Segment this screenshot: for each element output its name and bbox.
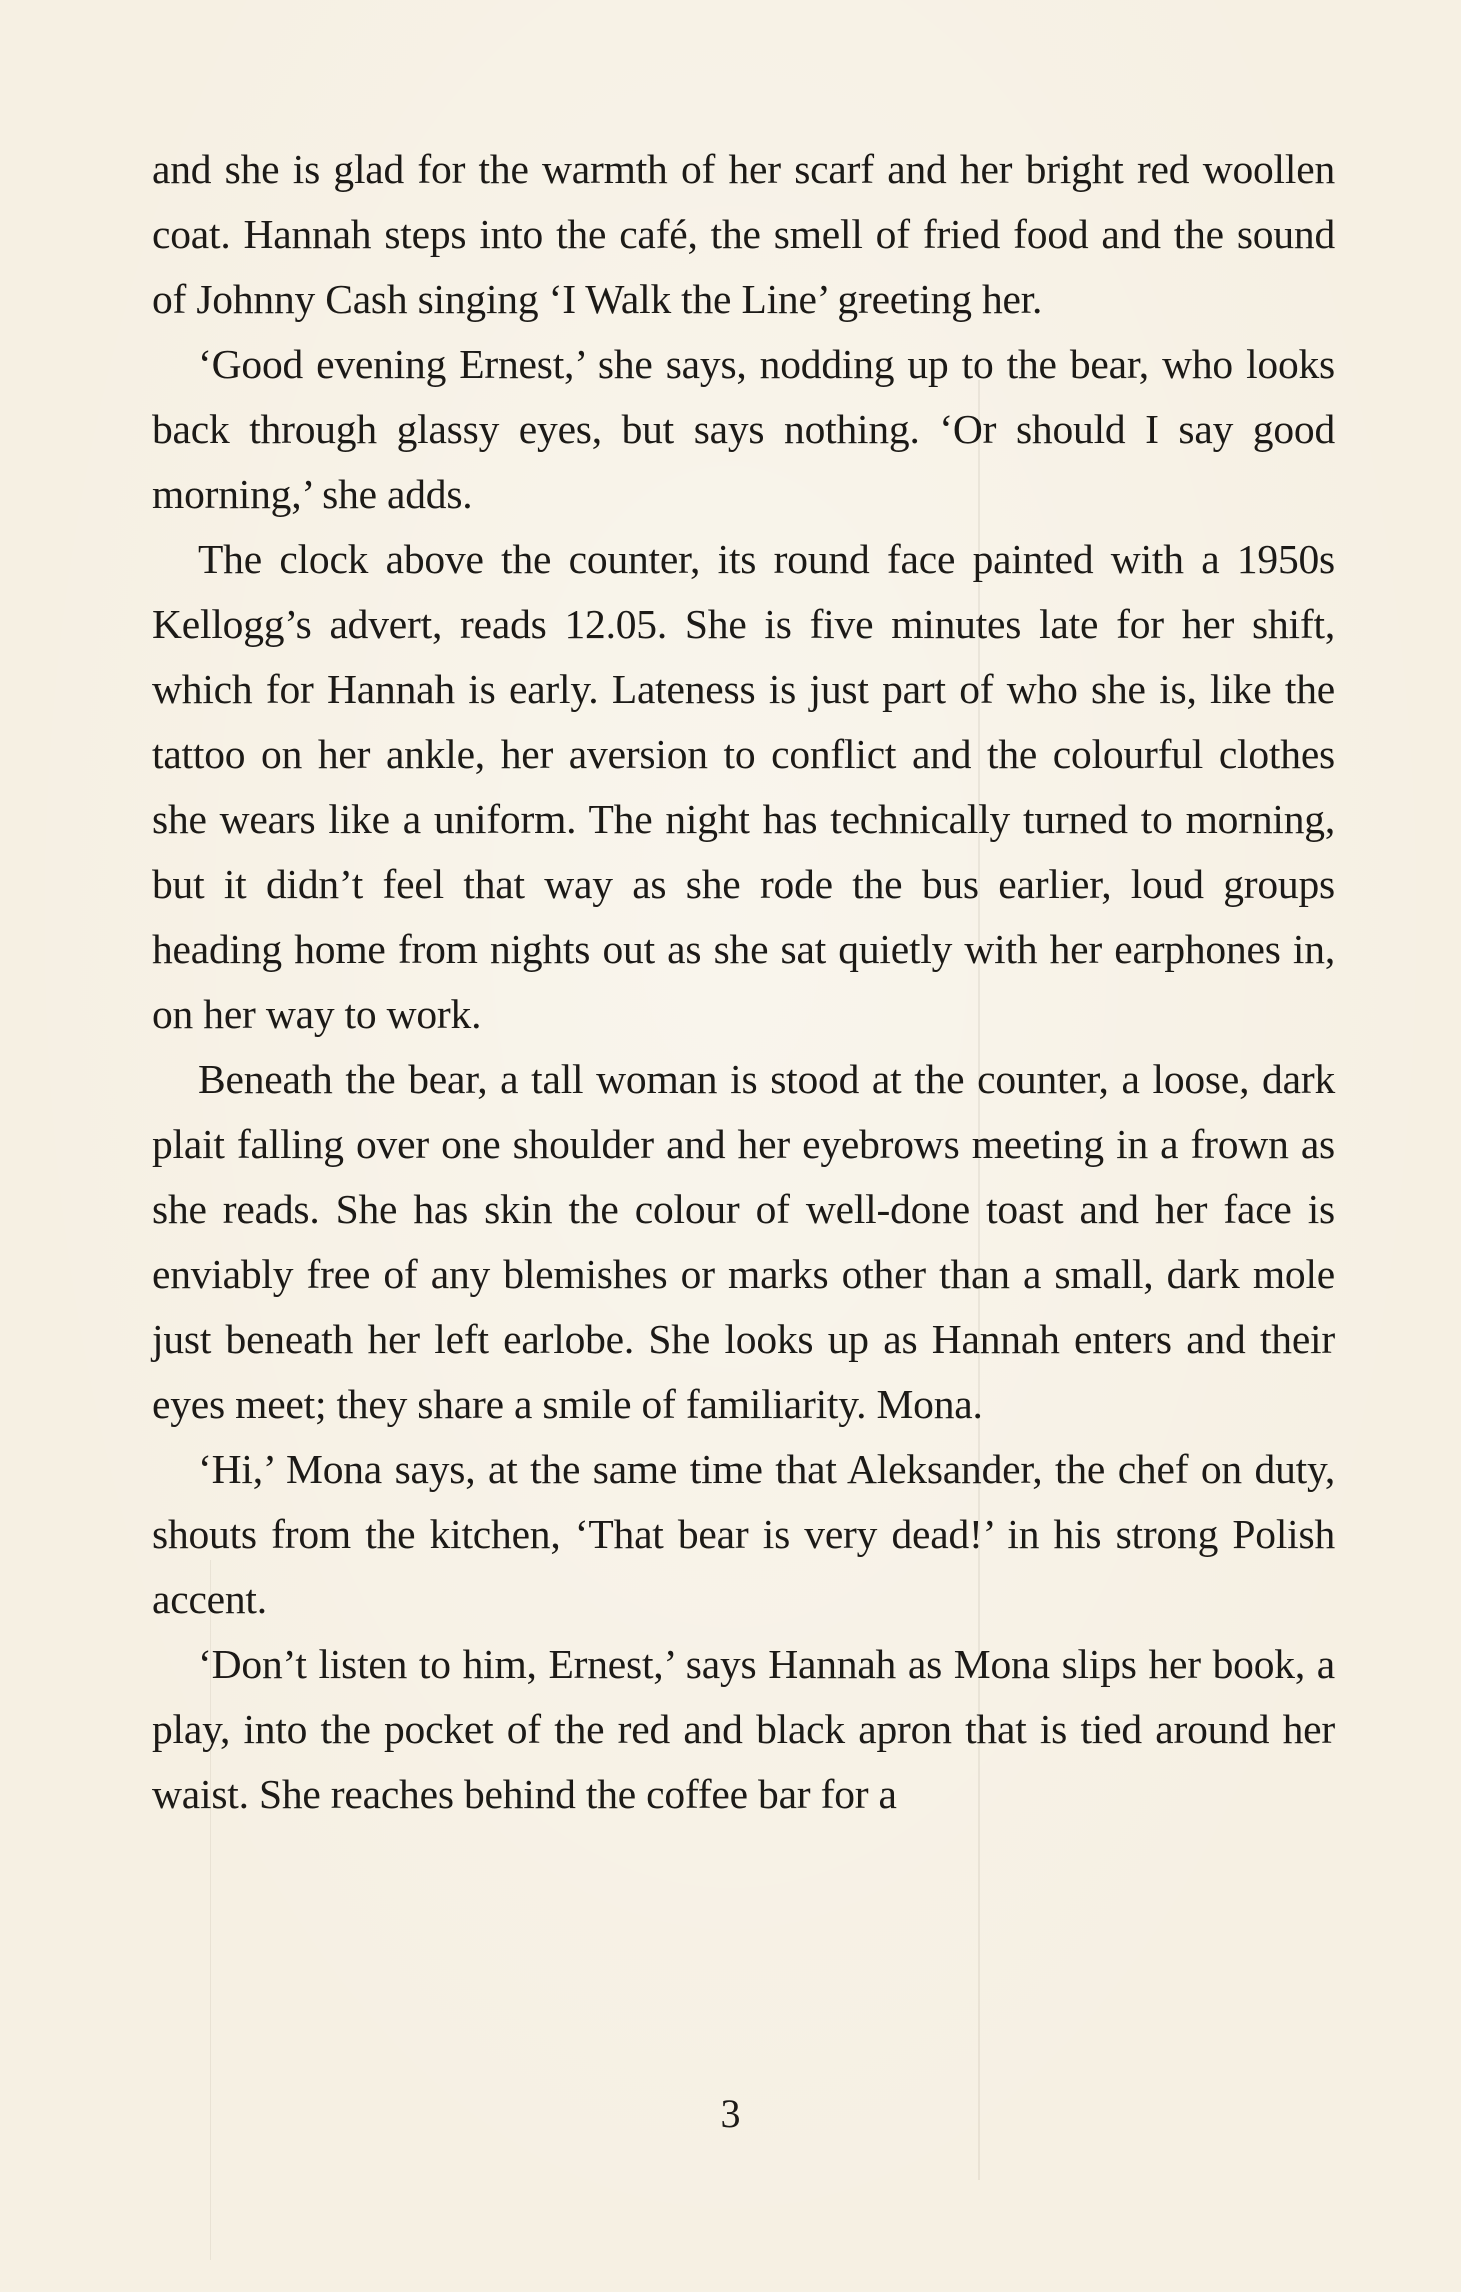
- paragraph: ‘Good evening Ernest,’ she says, nodding up to the bear, who looks back through glassy eyes, but says nothing. ‘Or should I say good morning,’ she adds.: [152, 341, 1335, 517]
- paragraph: ‘Don’t listen to him, Ernest,’ says Hannah as Mona slips her book, a play, into the pocket of the red and black apron that is tied around her waist. She reaches behind the coffee bar for a: [152, 1641, 1335, 1817]
- paragraph: The clock above the counter, its round face painted with a 1950s Kellogg’s advert, reads 12.05. She is five minutes late for her shift, which for Hannah is early. Lateness is just part of who she is, like the tattoo on her ankle, her aversion to conflict and the colourful clothes she wears like a uniform. The night has technically turned to morning, but it didn’t feel that way as she rode the bus earlier, loud groups heading home from nights out as she sat quietly with her earphones in, on her way to work.: [152, 536, 1335, 1037]
- paragraph: ‘Hi,’ Mona says, at the same time that Aleksander, the chef on duty, shouts from the kitchen, ‘That bear is very dead!’ in his strong Polish accent.: [152, 1446, 1335, 1622]
- paragraph-continuation: and she is glad for the warmth of her scarf and her bright red woollen coat. Hannah steps into the café, the smell of fried food and the sound of Johnny Cash singing ‘I Walk the Line’ greeting her.: [152, 146, 1335, 322]
- body-text: [152, 137, 1335, 1827]
- page-number: 3: [720, 2091, 741, 2136]
- paragraph: Beneath the bear, a tall woman is stood at the counter, a loose, dark plait falling over one shoulder and her eyebrows meeting in a frown as she reads. She has skin the colour of well-done toast and her face is enviably free of any blemishes or marks other than a small, dark mole just beneath her left earlobe. She looks up as Hannah enters and their eyes meet; they share a smile of familiarity. Mona.: [152, 1056, 1335, 1427]
